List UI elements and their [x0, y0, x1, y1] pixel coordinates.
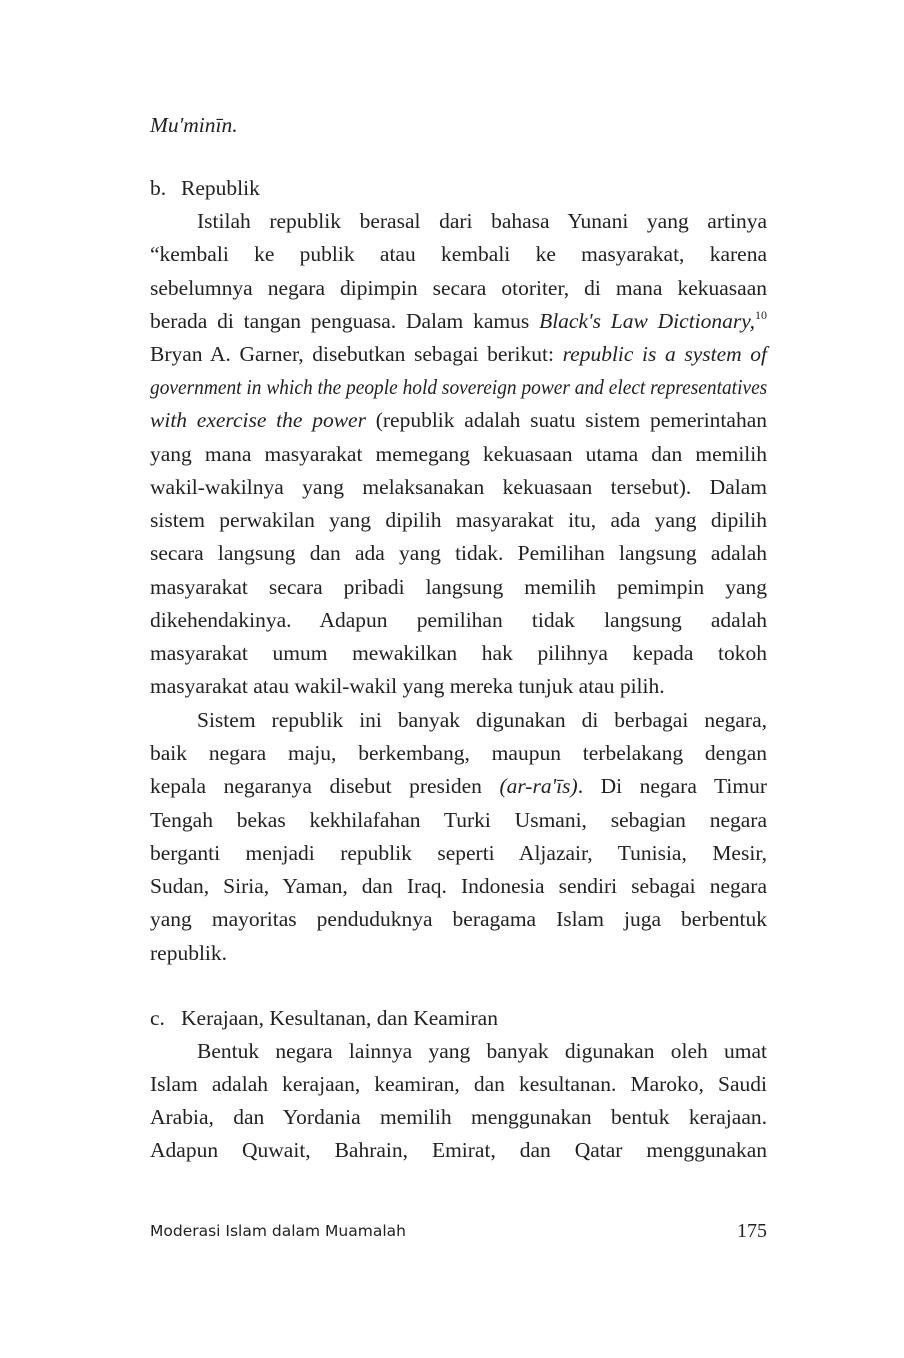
text: yang mana masyarakat memegang kekuasaan utama dan memilih [150, 442, 767, 466]
text-line [150, 805, 767, 835]
text: masyarakat secara pribadi langsung memilih pemimpin yang [150, 575, 767, 599]
text: Tengah bekas kekhilafahan Turki Usmani, sebagian negara [150, 808, 767, 832]
text: Sudan, Siria, Yaman, dan Iraq. Indonesia sendiri sebagai negara [150, 874, 767, 898]
text-line [150, 110, 767, 140]
text-line [150, 938, 767, 968]
text: wakil-wakilnya yang melaksanakan kekuasaan tersebut). Dalam [150, 475, 767, 499]
text-line [197, 206, 767, 236]
text: masyarakat atau wakil-wakil yang mereka tunjuk atau pilih. [150, 674, 665, 698]
italic-text: Black's Law Dictionary, [539, 309, 755, 333]
text-line [150, 1135, 767, 1165]
text-line [150, 372, 767, 402]
text: Adapun Quwait, Bahrain, Emirat, dan Qatar menggunakan [150, 1138, 767, 1162]
text-line [150, 306, 767, 336]
text: secara langsung dan ada yang tidak. Pemilihan langsung adalah [150, 541, 767, 565]
text: masyarakat umum mewakilkan hak pilihnya kepada tokoh [150, 641, 767, 665]
text-line [150, 638, 767, 668]
italic-text: republic is a system of [562, 342, 768, 366]
text: Istilah republik berasal dari bahasa Yunani yang artinya [197, 209, 767, 233]
text: Islam adalah kerajaan, keamiran, dan kesultanan. Maroko, Saudi [150, 1072, 767, 1096]
footnote-ref[interactable]: 10 [755, 308, 767, 322]
text: baik negara maju, berkembang, maupun terbelakang dengan [150, 741, 767, 765]
text-line [150, 605, 767, 635]
text: yang mayoritas penduduknya beragama Islam juga berbentuk [150, 907, 767, 931]
text-line [150, 1069, 767, 1099]
text-line [150, 771, 767, 801]
section-marker: b. [150, 176, 167, 200]
text: Sistem republik ini banyak digunakan di berbagai negara, [197, 708, 767, 732]
text: (republik adalah suatu sistem pemerintahan [365, 408, 767, 432]
text: . Di negara Timur [577, 774, 767, 798]
section-marker: c. [150, 1006, 165, 1030]
text: Arabia, dan Yordania memilih menggunakan bentuk kerajaan. [150, 1105, 767, 1129]
text-line [150, 838, 767, 868]
text-line [150, 904, 767, 934]
text-line [150, 671, 767, 701]
text-line [150, 572, 767, 602]
text-line [150, 505, 767, 535]
italic-text: government in which the people hold sovereign power and elect representatives [150, 375, 768, 399]
text: berada di tangan penguasa. Dalam kamus [150, 309, 540, 333]
text: berganti menjadi republik seperti Aljazair, Tunisia, Mesir, [150, 841, 767, 865]
page-number: 175 [737, 1220, 767, 1242]
text-line [150, 738, 767, 768]
text: Kerajaan, Kesultanan, dan Keamiran [181, 1006, 498, 1030]
text-line [150, 339, 767, 369]
section-heading [150, 173, 767, 203]
text-line [197, 705, 767, 735]
text-line [150, 538, 767, 568]
text-line [150, 439, 767, 469]
text: sebelumnya negara dipimpin secara otoriter, di mana kekuasaan [150, 276, 767, 300]
text-line [150, 1102, 767, 1132]
text-line [150, 472, 767, 502]
italic-text: Mu'minīn. [150, 113, 238, 137]
text: Bentuk negara lainnya yang banyak digunakan oleh umat [197, 1039, 767, 1063]
section-heading [150, 1003, 767, 1033]
text: “kembali ke publik atau kembali ke masyarakat, karena [150, 242, 767, 266]
text-line [150, 871, 767, 901]
text-line [150, 239, 767, 269]
text-line [150, 273, 767, 303]
text: sistem perwakilan yang dipilih masyarakat itu, ada yang dipilih [150, 508, 767, 532]
italic-text: with exercise the power [150, 408, 366, 432]
text-line [150, 405, 767, 435]
text: republik. [150, 941, 228, 965]
text: kepala negaranya disebut presiden [150, 774, 500, 798]
running-footer-title: Moderasi Islam dalam Muamalah [150, 1222, 406, 1240]
text: dikehendakinya. Adapun pemilihan tidak langsung adalah [150, 608, 767, 632]
text: Bryan A. Garner, disebutkan sebagai berikut: [150, 342, 563, 366]
text: Republik [181, 176, 260, 200]
italic-text: (ar-ra'īs) [499, 774, 578, 798]
text-line [197, 1036, 767, 1066]
